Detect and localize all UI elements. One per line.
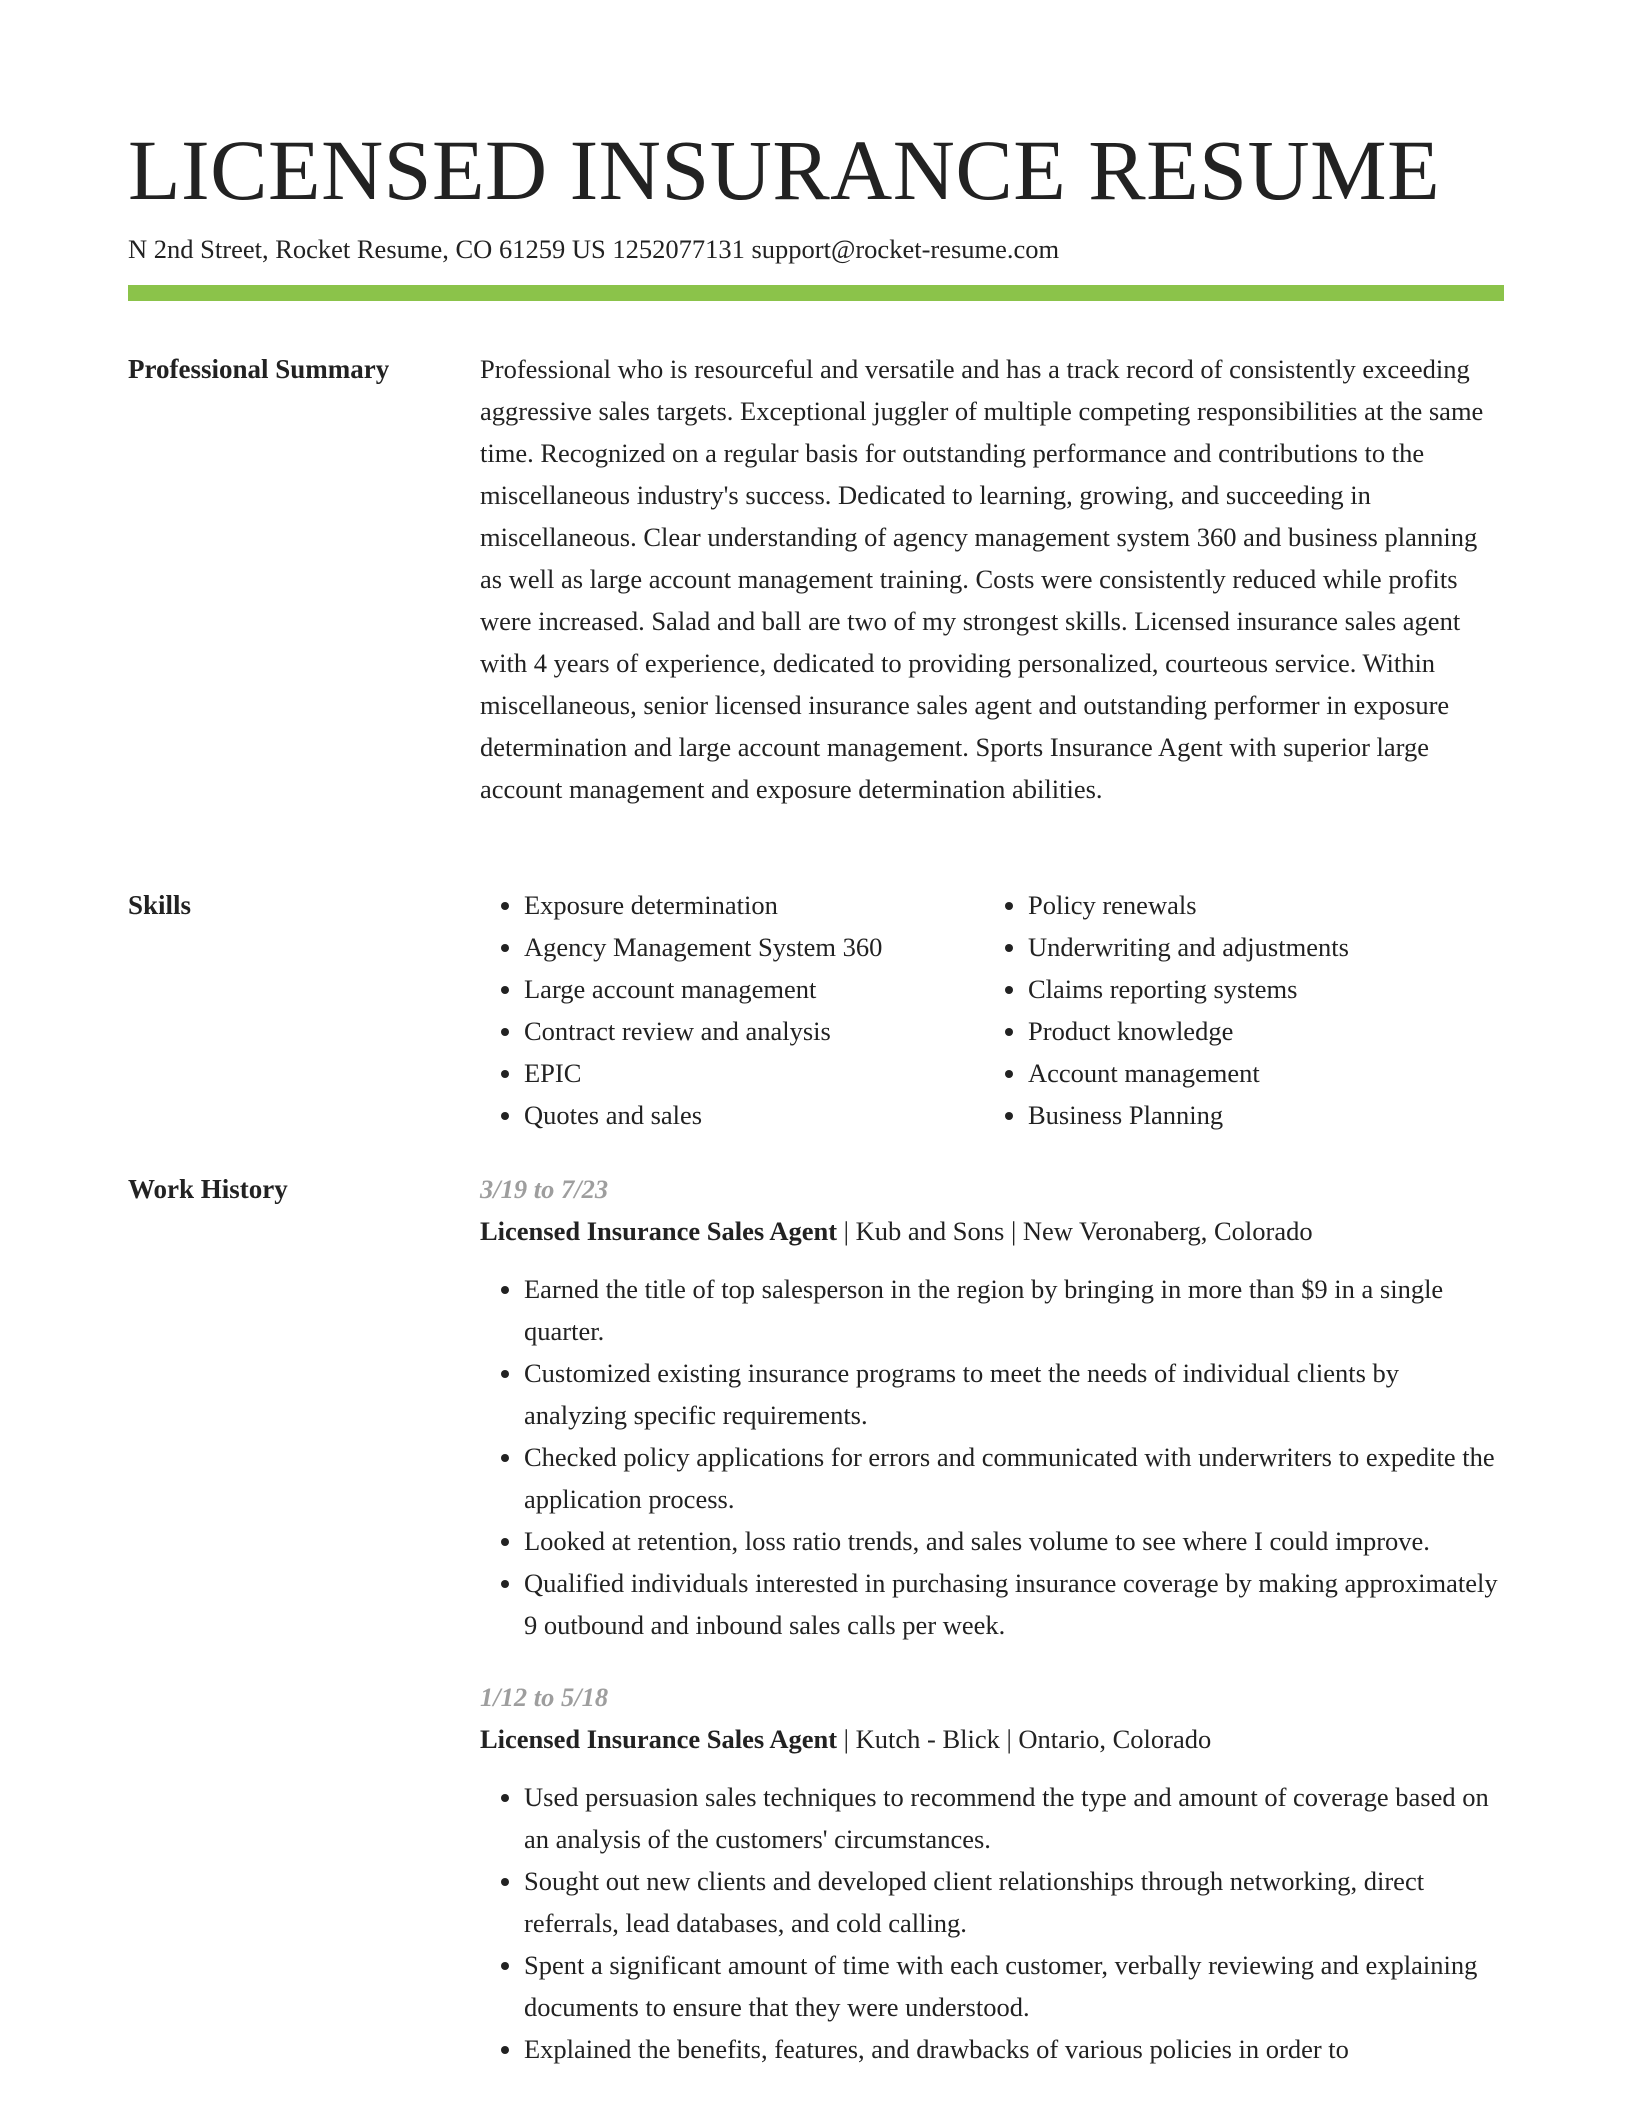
- job-separator: [837, 1724, 856, 1754]
- summary-heading: Professional Summary: [128, 354, 390, 384]
- job-separator: [1000, 1724, 1019, 1754]
- job-title: Licensed Insurance Sales Agent: [480, 1724, 838, 1754]
- job-separator: [837, 1216, 856, 1246]
- skills-grid: [480, 884, 1504, 1136]
- skills-heading: Skills: [128, 890, 192, 920]
- contact-email: support@rocket-resume.com: [751, 234, 1060, 264]
- resume-title: LICENSED INSURANCE RESUME: [128, 122, 1441, 218]
- contact-address: N 2nd Street, Rocket Resume, CO 61259 US: [128, 234, 606, 264]
- skill-item: • Contract review and analysis: [524, 1010, 984, 1052]
- job-company: Kub and Sons: [855, 1216, 1005, 1246]
- skill-item: • EPIC: [524, 1052, 984, 1094]
- work-history-body: [480, 1168, 1504, 2100]
- job-bullet: • Earned the title of top salesperson in the region by bringing in more than $9 in a single quarter.: [524, 1268, 1504, 1352]
- job-bullets: [480, 1776, 1504, 2070]
- skills-list-left: [480, 884, 984, 1136]
- skill-item: • Exposure determination: [524, 884, 984, 926]
- job-company: Kutch - Blick: [855, 1724, 1000, 1754]
- skill-item: • Agency Management System 360: [524, 926, 984, 968]
- job-bullet: • Spent a significant amount of time with each customer, verbally reviewing and explaining documents to ensure that they were understood.: [524, 1944, 1504, 2028]
- job-bullet: • Customized existing insurance programs to meet the needs of individual clients by analyzing specific requirements.: [524, 1352, 1504, 1436]
- summary-body: [480, 348, 1504, 810]
- skills-body: [480, 884, 1504, 1136]
- job-dates: 1/12 to 5/18: [480, 1682, 609, 1712]
- job-bullet: • Looked at retention, loss ratio trends, and sales volume to see where I could improve.: [524, 1520, 1504, 1562]
- skill-item: • Product knowledge: [1028, 1010, 1488, 1052]
- job-bullet: • Qualified individuals interested in purchasing insurance coverage by making approximately 9 outbound and inbound sales calls per week.: [524, 1562, 1504, 1646]
- contact-phone: 1252077131: [612, 234, 745, 264]
- job-bullet: • Sought out new clients and developed client relationships through networking, direct referrals, lead databases, and cold calling.: [524, 1860, 1504, 1944]
- skill-item: • Policy renewals: [1028, 884, 1488, 926]
- job-dates: 3/19 to 7/23: [480, 1174, 609, 1204]
- work-history-heading: Work History: [128, 1174, 288, 1204]
- header-divider: [128, 285, 1504, 301]
- skill-item: • Quotes and sales: [524, 1094, 984, 1136]
- job-location: Ontario, Colorado: [1018, 1724, 1212, 1754]
- skills-list-right: [984, 884, 1488, 1136]
- skill-item: • Large account management: [524, 968, 984, 1010]
- job-bullet: • Explained the benefits, features, and drawbacks of various policies in order to: [524, 2028, 1504, 2070]
- skill-item: • Business Planning: [1028, 1094, 1488, 1136]
- skill-item: • Underwriting and adjustments: [1028, 926, 1488, 968]
- job-location: New Veronaberg, Colorado: [1022, 1216, 1313, 1246]
- job-separator: [1004, 1216, 1023, 1246]
- job-entry: [480, 1168, 1504, 1646]
- skill-item: • Claims reporting systems: [1028, 968, 1488, 1010]
- job-title: Licensed Insurance Sales Agent: [480, 1216, 838, 1246]
- summary-text: Professional who is resourceful and versatile and has a track record of consistently exceeding aggressive sales targets. Exceptional juggler of multiple competing responsibilities at the same time. Recognized on a regular basis for outstanding performance and contributions to the miscellaneous industry's success. Dedicated to learning, growing, and succeeding in miscellaneous. Clear understanding of agency management system 360 and business planning as well as large account management training. Costs were consistently reduced while profits were increased. Salad and ball are two of my strongest skills. Licensed insurance sales agent with 4 years of experience, dedicated to providing personalized, courteous service. Within miscellaneous, senior licensed insurance sales agent and outstanding performer in exposure determination and large account management. Sports Insurance Agent with superior large account management and exposure determination abilities.: [480, 354, 1484, 804]
- job-entry: [480, 1676, 1504, 2070]
- job-bullets: [480, 1268, 1504, 1646]
- skill-item: • Account management: [1028, 1052, 1488, 1094]
- contact-line: [128, 232, 1059, 266]
- job-header: [480, 1718, 1504, 1760]
- job-bullet: • Checked policy applications for errors and communicated with underwriters to expedite the application process.: [524, 1436, 1504, 1520]
- job-bullet: • Used persuasion sales techniques to recommend the type and amount of coverage based on an analysis of the customers' circumstances.: [524, 1776, 1504, 1860]
- job-header: [480, 1210, 1504, 1252]
